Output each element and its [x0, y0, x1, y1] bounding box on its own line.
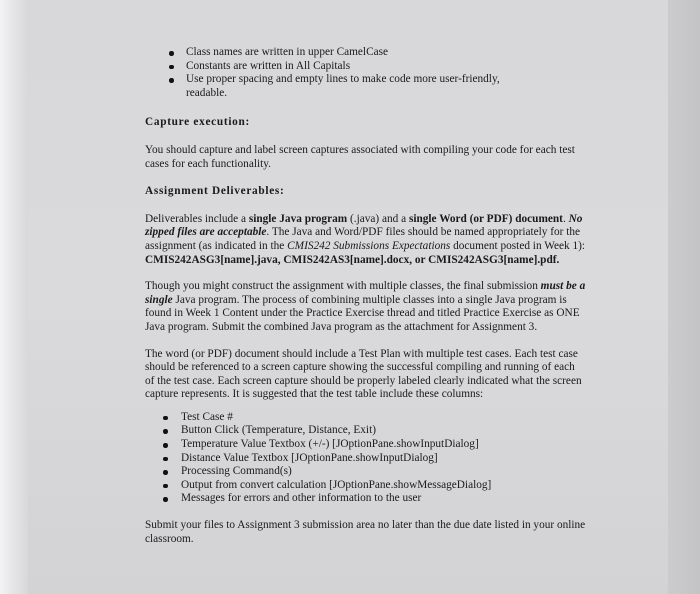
single-program-paragraph [145, 280, 625, 334]
text-run: assignment (as indicated in the [145, 239, 288, 252]
document-reference: CMIS242 Submissions Expectations [287, 239, 451, 252]
assignment-deliverables-heading: Assignment Deliverables: [145, 185, 285, 198]
submit-paragraph [145, 519, 625, 546]
list-item-text: Test Case # [181, 410, 233, 423]
list-item-text: Processing Command(s) [181, 465, 292, 478]
emphasis-zipped: zipped files are acceptable [145, 226, 267, 239]
emphasis-single: single [145, 293, 173, 306]
text-run: document posted in Week 1): [450, 239, 586, 252]
style-guidelines-list [143, 46, 625, 100]
list-item-text: Messages for errors and other information to the user [181, 492, 422, 505]
list-item-text: Class names are written in upper CamelCase [186, 46, 389, 58]
list-item-text: Button Click (Temperature, Distance, Exit) [181, 424, 376, 437]
paragraph-line: cases for each functionality. [145, 157, 271, 170]
list-item-text: Output from convert calculation [JOptionPane.showMessageDialog] [181, 478, 492, 491]
emphasis-must-be: must be a [540, 280, 586, 293]
list-item [143, 465, 625, 479]
list-item [143, 438, 625, 452]
paragraph-line: The word (or PDF) document should include a Test Plan with multiple test cases. Each test case [145, 347, 578, 360]
list-item-text: Use proper spacing and empty lines to make code more user-friendly, [186, 73, 500, 86]
paragraph-line: of the test case. Each screen capture should be properly labeled clearly indicated what the screen [145, 374, 582, 387]
list-item [143, 452, 625, 466]
page-edge [0, 0, 28, 594]
list-item [143, 46, 625, 60]
list-item [143, 424, 625, 438]
emphasis-word-document: single Word (or PDF) document [408, 212, 563, 225]
document-body [145, 46, 625, 546]
text-run: Java program. Submit the combined Java program as the attachment for Assignment 3. [145, 320, 538, 333]
list-item [143, 492, 625, 506]
paragraph-line: classroom. [145, 532, 194, 545]
capture-execution-heading: Capture execution: [145, 116, 250, 129]
test-plan-paragraph [145, 348, 625, 402]
capture-execution-paragraph [145, 144, 625, 171]
paragraph-line: You should capture and label screen captures associated with compiling your code for each test [145, 143, 575, 156]
test-table-columns-list [143, 411, 625, 506]
text-run: (.java) and a [347, 212, 409, 225]
list-item-text: Temperature Value Textbox (+/-) [JOptionPane.showInputDialog] [181, 438, 479, 451]
list-item [143, 411, 625, 425]
emphasis-no: No [568, 212, 583, 225]
text-run: Java program. The process of combining multiple classes into a single Java program is [172, 293, 567, 306]
list-item-text-continued: readable. [186, 86, 228, 99]
list-item [143, 73, 625, 100]
text-run: Though you might construct the assignment with multiple classes, the final submission [145, 280, 541, 293]
list-item [143, 60, 625, 74]
text-run: . The Java and Word/PDF files should be named appropriately for the [266, 226, 581, 239]
deliverables-paragraph [145, 213, 625, 267]
paragraph-line: capture represents. It is suggested that the test table include these columns: [145, 388, 484, 401]
list-item [143, 479, 625, 493]
list-item-text: Distance Value Textbox [JOptionPane.showInputDialog] [181, 451, 438, 464]
text-run: . [562, 212, 569, 225]
text-run: found in Week 1 Content under the Practice Exercise thread and titled Practice Exercise as ONE [145, 307, 580, 320]
paragraph-line: should be referenced to a screen capture showing the successful compiling and running of each [145, 361, 575, 374]
file-names: CMIS242ASG3[name].java, CMIS242AS3[name].docx, or CMIS242ASG3[name].pdf. [145, 253, 560, 266]
list-item-text: Constants are written in All Capitals [186, 59, 351, 72]
text-run: Deliverables include a [145, 212, 249, 225]
paragraph-line: Submit your files to Assignment 3 submission area no later than the due date listed in your online [145, 519, 586, 532]
emphasis-java-program: single Java program [248, 212, 348, 225]
